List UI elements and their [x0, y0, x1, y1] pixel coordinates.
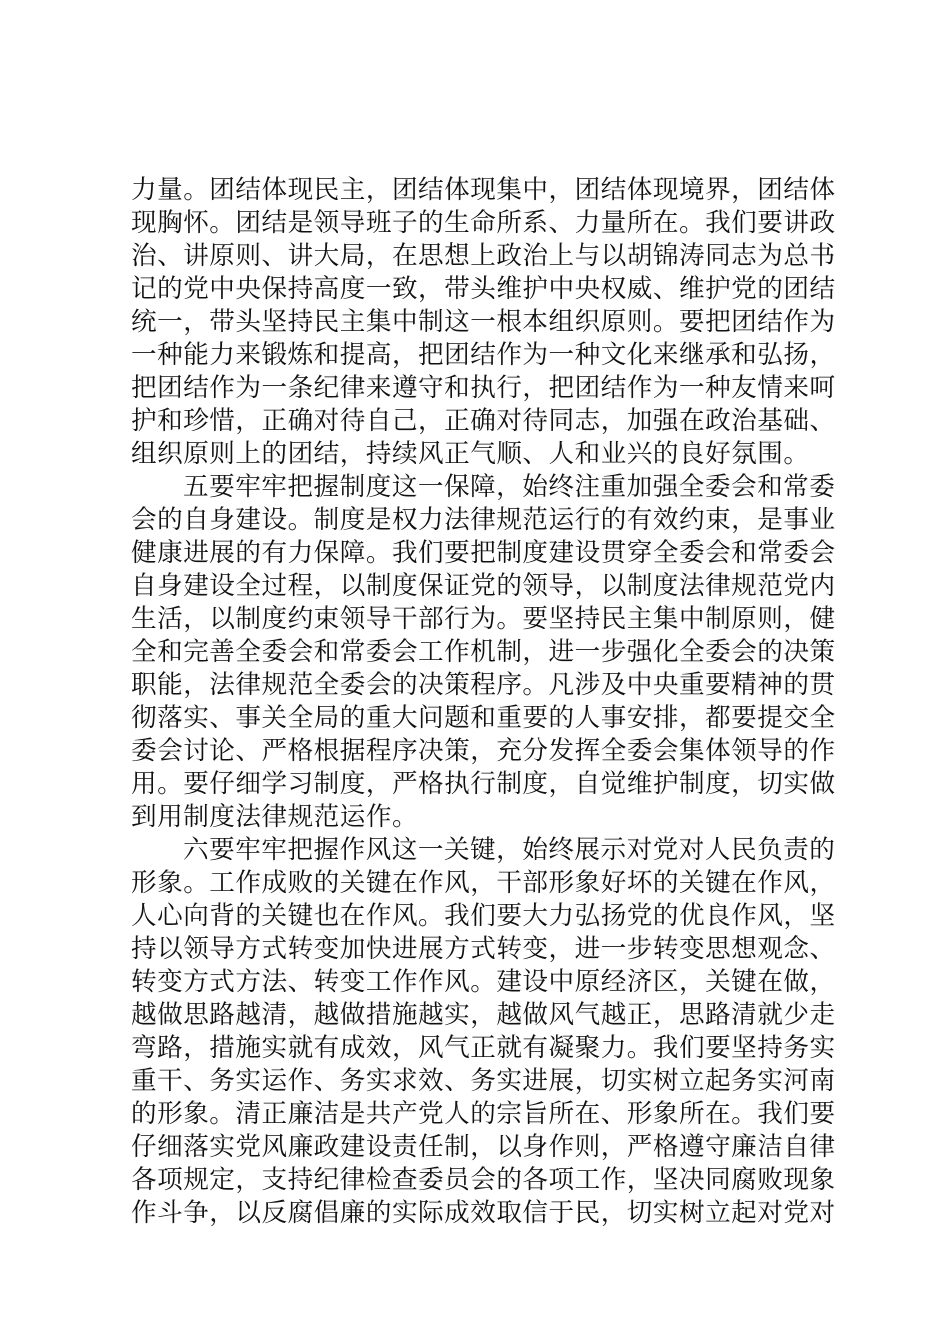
text-line: 六要牢牢把握作风这一关键，始终展示对党对人民负责的	[183, 835, 836, 865]
paragraph-continued	[131, 174, 836, 471]
text-line: 委会讨论、严格根据程序决策，充分发挥全委会集体领导的作	[131, 736, 836, 766]
text-line: 彻落实、事关全局的重大问题和重要的人事安排，都要提交全	[131, 703, 836, 733]
text-line: 弯路，措施实就有成效，风气正就有凝聚力。我们要坚持务实	[131, 1033, 836, 1063]
text-line: 护和珍惜，正确对待自己，正确对待同志，加强在政治基础、	[131, 406, 836, 436]
text-line: 会的自身建设。制度是权力法律规范运行的有效约束，是事业	[131, 505, 836, 535]
text-line: 职能，法律规范全委会的决策程序。凡涉及中央重要精神的贯	[131, 670, 836, 700]
text-line: 一种能力来锻炼和提高，把团结作为一种文化来继承和弘扬，	[131, 340, 836, 370]
text-line: 五要牢牢把握制度这一保障，始终注重加强全委会和常委	[183, 472, 836, 502]
text-line: 力量。团结体现民主，团结体现集中，团结体现境界，团结体	[131, 175, 836, 205]
text-line: 组织原则上的团结，持续风正气顺、人和业兴的良好氛围。	[131, 439, 810, 469]
text-line: 重干、务实运作、务实求效、务实进展，切实树立起务实河南	[131, 1066, 836, 1096]
text-line: 记的党中央保持高度一致，带头维护中央权威、维护党的团结	[131, 274, 836, 304]
text-line: 治、讲原则、讲大局，在思想上政治上与以胡锦涛同志为总书	[131, 241, 836, 271]
text-line: 作斗争，以反腐倡廉的实际成效取信于民，切实树立起对党对	[131, 1198, 836, 1228]
text-line: 用。要仔细学习制度，严格执行制度，自觉维护制度，切实做	[131, 769, 836, 799]
text-line: 形象。工作成败的关键在作风，干部形象好坏的关键在作风，	[131, 868, 836, 898]
text-line: 生活，以制度约束领导干部行为。要坚持民主集中制原则，健	[131, 604, 836, 634]
text-line: 各项规定，支持纪律检查委员会的各项工作，坚决同腐败现象	[131, 1165, 836, 1195]
text-line: 转变方式方法、转变工作作风。建设中原经济区，关键在做，	[131, 967, 836, 997]
text-line: 仔细落实党风廉政建设责任制，以身作则，严格遵守廉洁自律	[131, 1132, 836, 1162]
text-line: 健康进展的有力保障。我们要把制度建设贯穿全委会和常委会	[131, 538, 836, 568]
text-line: 全和完善全委会和常委会工作机制，进一步强化全委会的决策	[131, 637, 836, 667]
paragraph-work-style	[131, 834, 836, 1230]
paragraph-institution	[131, 471, 836, 834]
text-line: 越做思路越清，越做措施越实，越做风气越正，思路清就少走	[131, 1000, 836, 1030]
text-line: 到用制度法律规范运作。	[131, 802, 419, 832]
text-line: 把团结作为一条纪律来遵守和执行，把团结作为一种友情来呵	[131, 373, 836, 403]
text-line: 持以领导方式转变加快进展方式转变，进一步转变思想观念、	[131, 934, 836, 964]
text-line: 人心向背的关键也在作风。我们要大力弘扬党的优良作风，坚	[131, 901, 836, 931]
document-body	[131, 174, 836, 1230]
text-line: 现胸怀。团结是领导班子的生命所系、力量所在。我们要讲政	[131, 208, 836, 238]
text-line: 自身建设全过程，以制度保证党的领导，以制度法律规范党内	[131, 571, 836, 601]
text-line: 统一，带头坚持民主集中制这一根本组织原则。要把团结作为	[131, 307, 836, 337]
text-line: 的形象。清正廉洁是共产党人的宗旨所在、形象所在。我们要	[131, 1099, 836, 1129]
